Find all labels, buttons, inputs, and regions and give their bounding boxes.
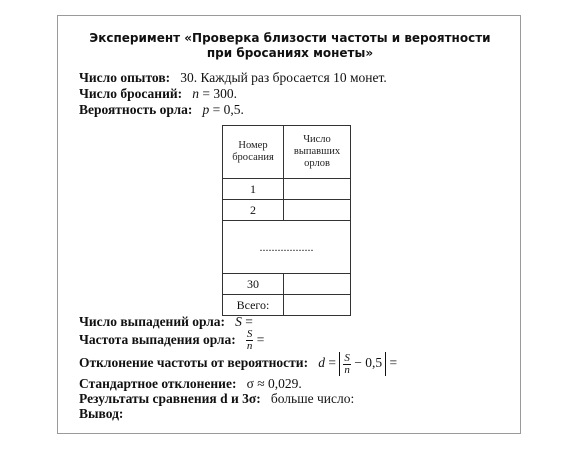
std-value: σ ≈ 0,029. — [246, 376, 302, 391]
experiments-value: 30. Каждый раз бросается 10 монет. — [180, 70, 387, 85]
results-table — [222, 125, 351, 316]
heads-count-line — [79, 314, 253, 330]
row-value-cell[interactable] — [284, 200, 351, 221]
comparison-label: Результаты сравнения d и 3σ: — [79, 391, 261, 406]
deviation-line: Отклонение частоты от вероятности: d = $\frac{S}{n}$ − 0,5 = — [79, 351, 398, 376]
ellipsis-row: .................. — [223, 221, 351, 274]
experiments-label: Число опытов: — [79, 70, 171, 85]
comparison-value: больше число: — [270, 391, 355, 406]
probability-value: = 0,5. — [209, 102, 244, 117]
row-number-cell: 2 — [223, 200, 284, 221]
heads-freq-fraction: $\frac{S}{n}$ — [246, 328, 253, 353]
page-title — [58, 31, 522, 61]
header-throw-number: Номер бросания — [223, 126, 284, 179]
row-number-cell: 1 — [223, 179, 284, 200]
heads-count-var: S — [235, 314, 242, 329]
row-number-cell: 30 — [223, 274, 284, 295]
row-value-cell[interactable] — [284, 179, 351, 200]
heads-freq-line — [79, 329, 264, 352]
heads-freq-eq: = — [253, 332, 265, 347]
conclusion-label: Вывод: — [79, 406, 124, 421]
heads-count-label: Число выпадений орла: — [79, 314, 226, 329]
throws-var: n — [192, 86, 199, 101]
throws-value: = 300. — [199, 86, 237, 101]
deviation-label: Отклонение частоты от вероятности: — [79, 355, 309, 370]
header-heads-count: Число выпавших орлов — [284, 126, 351, 179]
probability-line — [79, 102, 244, 118]
heads-count-eq: = — [241, 314, 253, 329]
throws-line — [79, 86, 237, 102]
heads-freq-label: Частота выпадения орла: — [79, 332, 236, 347]
experiment-card — [57, 15, 521, 434]
total-value-cell[interactable] — [284, 295, 351, 316]
deviation-abs: $\frac{S}{n}$ − 0,5 — [339, 352, 386, 375]
deviation-eq: = — [386, 355, 398, 370]
conclusion-line — [79, 406, 123, 422]
row-value-cell[interactable] — [284, 274, 351, 295]
probability-label: Вероятность орла: — [79, 102, 193, 117]
title-line-2: при бросаниях монеты» — [206, 46, 374, 60]
total-label-cell: Всего: — [223, 295, 284, 316]
title-line-1: Эксперимент «Проверка близости частоты и вероятности — [89, 31, 491, 45]
comparison-line — [79, 391, 354, 407]
experiments-line — [79, 70, 387, 86]
throws-label: Число бросаний: — [79, 86, 183, 101]
std-label: Стандартное отклонение: — [79, 376, 237, 391]
probability-var: p — [202, 102, 210, 117]
deviation-var: d — [318, 355, 325, 370]
std-line — [79, 376, 302, 392]
